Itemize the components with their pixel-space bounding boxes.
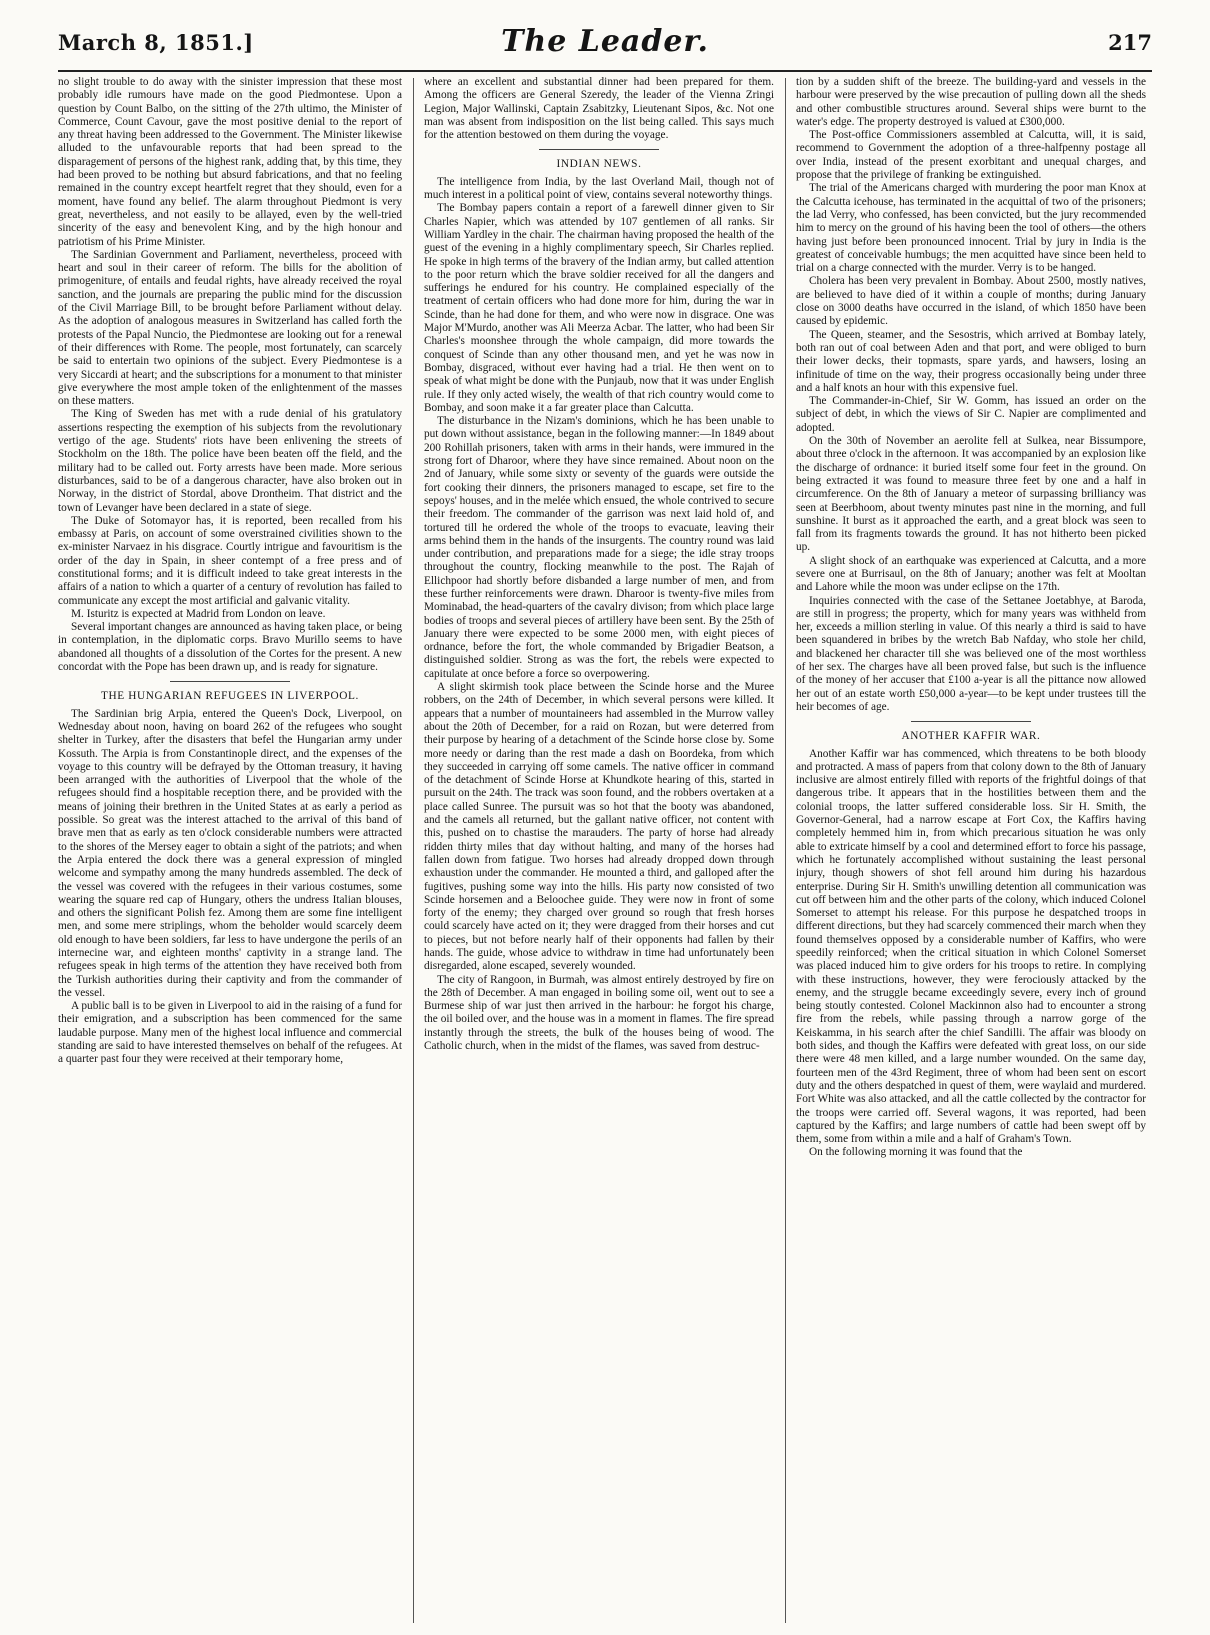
newspaper-title: The Leader.: [501, 24, 709, 59]
issue-date: March 8, 1851.]: [58, 30, 254, 55]
section-rule: [170, 681, 290, 682]
masthead: [58, 22, 1152, 72]
paragraph: where an excellent and substantial dinner had been prepared for them. Among the officers are General Szeredy, the leader of the Vienna Zringi Legion, Major Wallinski, Captain Zsabitzky, Lieutenant Sipos, &c. Not one man was absent from indisposition on the list being called. This says much for the attention bestowed on them during the voyage.: [424, 76, 774, 142]
paragraph: Another Kaffir war has commenced, which threatens to be both bloody and protracted. A mass of papers from that colony down to the 8th of January inclusive are almost entirely filled with reports of the frightful doings of that dangerous tribe. It appears that in the hostilities between them and the colonial troops, the latter suffered considerable loss. Sir H. Smith, the Governor-General, had a narrow escape at Fort Cox, the Kaffirs having completely hemmed him in, from which precarious situation he was only able to extricate himself by a cool and determined effort to force his passage, which he fortunately accomplished without sustaining the least personal injury, though showers of shot fell around him during his hazardous enterprise. During Sir H. Smith's unwilling detention all communication was cut off between him and the other parts of the colony, which induced Colonel Somerset to attempt his release. For this purpose he despatched troops in different directions, but they had scarcely commenced their march when they found themselves opposed by a considerable number of Kaffirs, who were speedily reinforced; when the critical situation in which Colonel Somerset was placed induced him to give orders for his troops to retire. In complying with these instructions, however, they were ferociously attacked by the enemy, and the struggle became exceedingly severe, every inch of ground being stoutly contested. Colonel Mackinnon also had to encounter a strong fire from the rebels, while passing through a narrow gorge of the Keiskamma, in his search after the chief Sandilli. The affair was bloody on both sides, and though the Kaffirs were defeated with great loss, on our side there were 48 men killed, and a large number wounded. On the same day, fourteen men of the 43rd Regiment, three of whom had been sent on escort duty and the others despatched in quest of them, were waylaid and murdered. Fort White was also attacked, and all the cattle collected by the contractor for the troops were carried off. Several wagons, it was reported, had been captured by the Kaffirs; and large numbers of cattle had been swept off by them, some from within a mile and a half of Graham's Town.: [796, 747, 1146, 1146]
column-middle: [424, 76, 774, 1626]
paragraph: The city of Rangoon, in Burmah, was almost entirely destroyed by fire on the 28th of December. A man engaged in boiling some oil, went out to see a Burmese ship of war just then arrived in the harbour: he forgot his charge, the oil boiled over, and the house was in a moment in flames. The fire spread instantly through the streets, the bulk of the houses being of wood. The Catholic church, when in the midst of the flames, was saved from destruc-: [424, 973, 774, 1053]
paragraph: A slight shock of an earthquake was experienced at Calcutta, and a more severe one at Burrisaul, on the 8th of January; another was felt at Mooltan and Lahore while the moon was under eclipse on the 17th.: [796, 554, 1146, 594]
paragraph: The Sardinian Government and Parliament, nevertheless, proceed with heart and soul in their career of reform. The bills for the abolition of primogeniture, of entails and feudal rights, have already received the royal sanction, and the journals are preparing the public mind for the discussion of the Civil Marriage Bill, to be brought before Parliament without delay. As the adoption of analogous measures in Switzerland has called forth the protests of the Papal Nuncio, the Piedmontese are looking out for a renewal of their differences with Rome. The people, most fortunately, can scarcely be said to entertain two opinions of the subject. Every Piedmontese is a very Siccardi at heart; and the subscriptions for a monument to that minister give everywhere the most ample token of the enlightenment of the masses on these matters.: [58, 248, 402, 408]
paragraph: tion by a sudden shift of the breeze. The building-yard and vessels in the harbour were preserved by the wise precaution of pulling down all the sheds and other combustible structures around. Several ships were burnt to the water's edge. The property destroyed is valued at £300,000.: [796, 76, 1146, 128]
section-rule: [539, 149, 659, 150]
paragraph: The King of Sweden has met with a rude denial of his gratulatory assertions respecting the exemption of his subjects from the revolutionary vertigo of the age. Students' riots have been enlivening the streets of Stockholm on the 18th. The police have been beaten off the field, and the military had to be called out. Forty arrests have been made. More serious disturbances, said to be of a dangerous character, have also broken out in Norway, in the district of Stordal, above Drontheim. That district and the town of Levanger have been declared in a state of siege.: [58, 408, 402, 514]
page-number: 217: [1108, 30, 1152, 55]
paragraph: Inquiries connected with the case of the Settanee Joetabhye, at Baroda, are still in progress; the property, which for many years was withheld from her, exceeds a million sterling in value. Of this nearly a third is said to have been squandered in bribes by the wretch Bab Nafday, who stole her child, and blackened her character till she was believed one of the most worthless of her sex. The charges have all been proved false, but such is the influence of the money of her accuser that £100 a-year is all the pittance now allowed her out of an estate worth £50,000 a-year—to be kept under trustees till the heir becomes of age.: [796, 594, 1146, 713]
paragraph: The intelligence from India, by the last Overland Mail, though not of much interest in a political point of view, contains several noteworthy things.: [424, 175, 774, 202]
paragraph: The Commander-in-Chief, Sir W. Gomm, has issued an order on the subject of debt, in which the views of Sir C. Napier are complimented and adopted.: [796, 395, 1146, 434]
paragraph: On the 30th of November an aerolite fell at Sulkea, near Bissumpore, about three o'clock in the afternoon. It was accompanied by an explosion like the discharge of ordnance: it buried itself some four feet in the ground. On being extracted it was found to measure three feet by one and a half in circumference. On the 8th of January a meteor of surpassing brilliancy was seen at Beerbhoom, about twenty minutes past nine in the morning, and full sunshine. It burst as it approached the earth, and a great block was seen to fall from its fragments towards the ground. It has not hitherto been picked up.: [796, 435, 1146, 554]
masthead-rule: [58, 70, 1152, 72]
paragraph: The Sardinian brig Arpia, entered the Queen's Dock, Liverpool, on Wednesday about noon, having on board 262 of the refugees who sought shelter in Turkey, after the disasters that befel the Hungarian army under Kossuth. The Arpia is from Constantinople direct, and the expenses of the voyage to this country will be defrayed by the Ottoman treasury, it having been arranged with the authorities of Liverpool that the whole of the refugees should find a hospitable reception there, and be provided with the means of joining their brethren in the United States at as early a period as possible. So great was the interest attached to the arrival of this band of brave men that as early as ten o'clock considerable numbers were attracted to the shores of the Mersey eager to obtain a sight of the patriots; and when the Arpia entered the dock there was a general expression of mingled welcome and sympathy among the many hundreds assembled. The deck of the vessel was covered with the refugees in their various costumes, some wearing the square red cap of Hungary, others the undress Italian blouses, and others the significant Polish fez. Among them are some fine intelligent men, and some mere striplings, whom the beholder would scarcely deem old enough to have been soldiers, far less to have undergone the perils of an internecine war, and eighteen months' captivity in a strange land. The refugees speak in high terms of the attention they have received both from the Turkish authorities during their captivity and from the commander of the vessel.: [58, 707, 402, 999]
section-heading-kaffir-war: ANOTHER KAFFIR WAR.: [901, 730, 1041, 743]
paragraph: On the following morning it was found that the: [809, 1146, 1023, 1159]
paragraph: M. Isturitz is expected at Madrid from London on leave.: [71, 607, 326, 620]
paragraph: Cholera has been very prevalent in Bombay. About 2500, mostly natives, are believed to have died of it within a couple of months; during January close on 3000 deaths have occurred in the island, of which 1850 have been caused by epidemic.: [796, 275, 1146, 328]
paragraph: The Duke of Sotomayor has, it is reported, been recalled from his embassy at Paris, on account of some overstrained civilities shown to the ex-minister Narvaez in his disgrace. Courtly intrigue and favouritism is the order of the day in Spain, in sheer contempt of a free press and of constitutional forms; and it is difficult indeed to take great interests in the affairs of a nation to which a quarter of a century of revolution has failed to communicate any except the most artificial and galvanic vitality.: [58, 514, 402, 607]
paragraph: A slight skirmish took place between the Scinde horse and the Muree robbers, on the 24th of December, in which several persons were killed. It appears that a number of mountaineers had assembled in the Murrow valley about the 20th of December, for a raid on Rozan, but were deterred from their purpose by hearing of a detachment of the Scinde horse close by. Some more needy or daring than the rest made a dash on Boordeka, from which they succeeded in carrying off some camels. The native officer in command of the detachment of Scinde Horse at Khundkote hearing of this, started in pursuit on the 24th. The track was soon found, and the robbers overtaken at a place called Sunree. The pursuit was so hot that the booty was abandoned, and the camels all returned, but the gallant native officer, not content with this, pushed on to chastise the marauders. The party of horse had already ridden thirty miles that day without halting, and many of the horses had fallen down from fatigue. Two horses had already dropped down through exhaustion under the commander. He mounted a third, and galloped after the fugitives, pushing some way into the hills. His party now consisted of two Scinde horsemen and a Beloochee guide. They were now in front of some forty of the enemy; they charged over ground so rough that fresh horses could scarcely have acted on it; they were dragged from their horses and cut to pieces, but not before nearly half of their opponents had fallen by their hands. The guide, whose advice to withdraw in time had unfortunately been disregarded, alone escaped, severely wounded.: [424, 681, 774, 973]
paragraph: The disturbance in the Nizam's dominions, which he has been unable to put down without assistance, began in the following manner:—In 1849 about 200 Rohillah prisoners, taken with arms in their hands, were immured in the strong fort of Dharoor, where they have since remained. About noon on the 2nd of January, while some sixty or seventy of the guards were outside the fort cooking their dinners, the prisoners managed to escape, set fire to the sepoys' houses, and in the melée which ensued, the whole contrived to secure their freedom. The commander of the garrison was next laid hold of, and tortured till he ordered the whole of the troops to evacuate, leaving their arms behind them in the hands of the insurgents. The country round was laid under contribution, and preparations made for a siege; the idle stray troops throughout the country, flocking meanwhile to the post. The Rajah of Ellichpoor had shortly before disbanded a large number of men, and from these further reinforcements were drawn. Dharoor is twenty-five miles from Mominabad, the head-quarters of the cavalry divison; from which place large bodies of troops and several pieces of artillery have been sent. By the 25th of January there were expected to be some 2000 men, with eight pieces of ordnance, before the fort, the whole commanded by Brigadier Beatson, a distinguished soldier. Strong as was the fort, the rebels were expected to capitulate at once before a force so overpowering.: [424, 415, 774, 680]
column-right: [796, 76, 1146, 1626]
column-divider: [413, 78, 414, 1623]
paragraph: no slight trouble to do away with the sinister impression that these most probably idle rumours have made on the good Piedmontese. Upon a question by Count Balbo, on the sitting of the 27th ultimo, the Minister of Commerce, Count Cavour, gave the most positive denial to the report of any threat having been addressed to the Government. The Minister likewise alluded to the unfavourable reports that had been spread to the disparagement of persons of the highest rank, adding that, by this time, they had been proved to be nothing but absurd fabrications, and that no feeling remained in the country except heartfelt regret that they should, even for a moment, have found any belief. The alarm throughout Piedmont is very great, nevertheless, and not easily to be allayed, even by the well-tried sincerity of the easy and benevolent King, and by the high honour and patriotism of his Prime Minister.: [58, 76, 402, 248]
paragraph: The Post-office Commissioners assembled at Calcutta, will, it is said, recommend to Government the adoption of a three-halfpenny postage all over India, instead of the present exorbitant and unequal charges, and propose that the privilege of franking be extinguished.: [796, 129, 1146, 182]
paragraph: A public ball is to be given in Liverpool to aid in the raising of a fund for their emigration, and a subscription has been commenced for the same laudable purpose. Many men of the highest local influence and commercial standing are said to have interested themselves on behalf of the refugees. At a quarter past four they were received at their temporary home,: [58, 1000, 402, 1066]
column-divider: [785, 78, 786, 1623]
paragraph: The Queen, steamer, and the Sesostris, which arrived at Bombay lately, both ran out of coal between Aden and that port, and were obliged to burn their lower decks, their topmasts, spare yards, and hawsers, losing an infinitude of time on the way, their progress occasionally being under three and a half knots an hour with this expensive fuel.: [796, 328, 1146, 394]
section-rule: [911, 721, 1031, 722]
section-heading-indian-news: INDIAN NEWS.: [556, 158, 642, 171]
section-heading-hungarian-refugees: THE HUNGARIAN REFUGEES IN LIVERPOOL.: [101, 690, 359, 703]
paragraph: Several important changes are announced as having taken place, or being in contemplation, in the diplomatic corps. Bravo Murillo seems to have abandoned all thoughts of a dissolution of the Cortes for the present. A new concordat with the Pope has been drawn up, and is ready for signature.: [58, 621, 402, 674]
paragraph: The trial of the Americans charged with murdering the poor man Knox at the Calcutta icehouse, has terminated in the acquittal of two of the prisoners; the lad Verry, who confessed, has been convicted, but the jury recommended him to mercy on the ground of his having been the tool of others—the others having just before been pronounced innocent. Trial by jury in India is the greatest of conceivable humbugs; the men acquitted have since been held to trial on a charge connected with the murder. Verry is to be hanged.: [796, 182, 1146, 275]
paragraph: The Bombay papers contain a report of a farewell dinner given to Sir Charles Napier, which was attended by 107 gentlemen of all ranks. Sir William Yardley in the chair. The chairman having proposed the health of the guest of the evening in a highly complimentary speech, Sir Charles replied. He spoke in high terms of the bravery of the Indian army, but called attention to the poor return which the brave soldier received for all the dangers and sufferings he endured for his country. He complained especially of the treatment of certain officers who had done more for him, during the war in Scinde, than he had done for them, and who were now in disgrace. One was Major M'Murdo, another was Ali Meerza Acbar. The latter, who had been Sir Charles's moonshee through the whole campaign, did more towards the conquest of Scinde than any other thousand men, and yet he was now in Bombay, disgraced, without ever having had a trial. He then went on to speak of what might be done with the Punjaub, now that it was under English rule. If they only acted wisely, the wealth of that rich country would come to Bombay, and soon make it a far greater place than Calcutta.: [424, 202, 774, 414]
column-left: [58, 76, 402, 1626]
